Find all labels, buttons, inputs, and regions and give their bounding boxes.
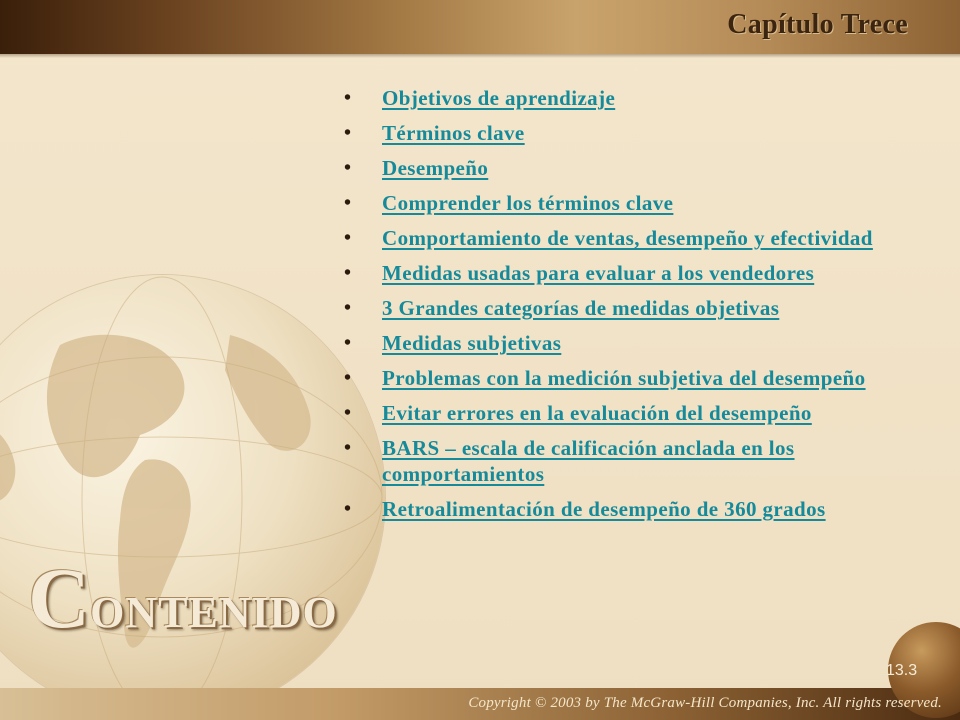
toc-link[interactable]: Comportamiento de ventas, desempeño y efectividad xyxy=(382,226,873,250)
list-item xyxy=(344,330,944,356)
copyright-notice: Copyright © 2003 by The McGraw-Hill Companies, Inc. All rights reserved. xyxy=(468,695,942,711)
bullet-icon: • xyxy=(344,262,352,284)
bullet-icon: • xyxy=(344,437,352,459)
list-item xyxy=(344,295,944,321)
bullet-icon: • xyxy=(344,87,352,109)
chapter-title: Capítulo Trece xyxy=(727,9,908,40)
list-item xyxy=(344,225,882,251)
list-item xyxy=(344,435,942,487)
toc-link[interactable]: Medidas usadas para evaluar a los vendedores xyxy=(382,261,815,285)
globe-continents-icon xyxy=(0,275,385,720)
toc-link[interactable]: Problemas con la medición subjetiva del desempeño xyxy=(382,366,866,390)
toc-link[interactable]: Desempeño xyxy=(382,156,489,180)
logo-initial: C xyxy=(28,550,91,646)
bullet-icon: • xyxy=(344,367,352,389)
bullet-icon: • xyxy=(344,192,352,214)
toc-link[interactable]: Objetivos de aprendizaje xyxy=(382,86,616,110)
list-item xyxy=(344,260,944,286)
contents-list xyxy=(344,85,944,522)
list-item xyxy=(344,155,944,181)
list-item xyxy=(344,496,944,522)
toc-link[interactable]: Evitar errores en la evaluación del desempeño xyxy=(382,401,812,425)
toc-link[interactable]: Comprender los términos clave xyxy=(382,191,674,215)
contents-logo xyxy=(28,548,338,648)
bullet-icon: • xyxy=(344,297,352,319)
list-item xyxy=(344,400,944,426)
bullet-icon: • xyxy=(344,227,352,249)
logo-rest: ONTENIDO xyxy=(90,588,338,637)
list-item xyxy=(344,120,944,146)
toc-link[interactable]: Medidas subjetivas xyxy=(382,331,562,355)
list-item xyxy=(344,85,944,111)
bullet-icon: • xyxy=(344,157,352,179)
bullet-icon: • xyxy=(344,498,352,520)
toc-link[interactable]: Retroalimentación de desempeño de 360 grados xyxy=(382,497,826,521)
toc-link[interactable]: 3 Grandes categorías de medidas objetivas xyxy=(382,296,780,320)
list-item xyxy=(344,190,944,216)
slide-number: 13.3 xyxy=(886,662,918,679)
toc-link[interactable]: BARS – escala de calificación anclada en los comportamientos xyxy=(382,436,795,486)
list-item xyxy=(344,365,882,391)
bullet-icon: • xyxy=(344,122,352,144)
bullet-icon: • xyxy=(344,402,352,424)
bullet-icon: • xyxy=(344,332,352,354)
toc-link[interactable]: Términos clave xyxy=(382,121,525,145)
globe-image xyxy=(0,275,385,720)
